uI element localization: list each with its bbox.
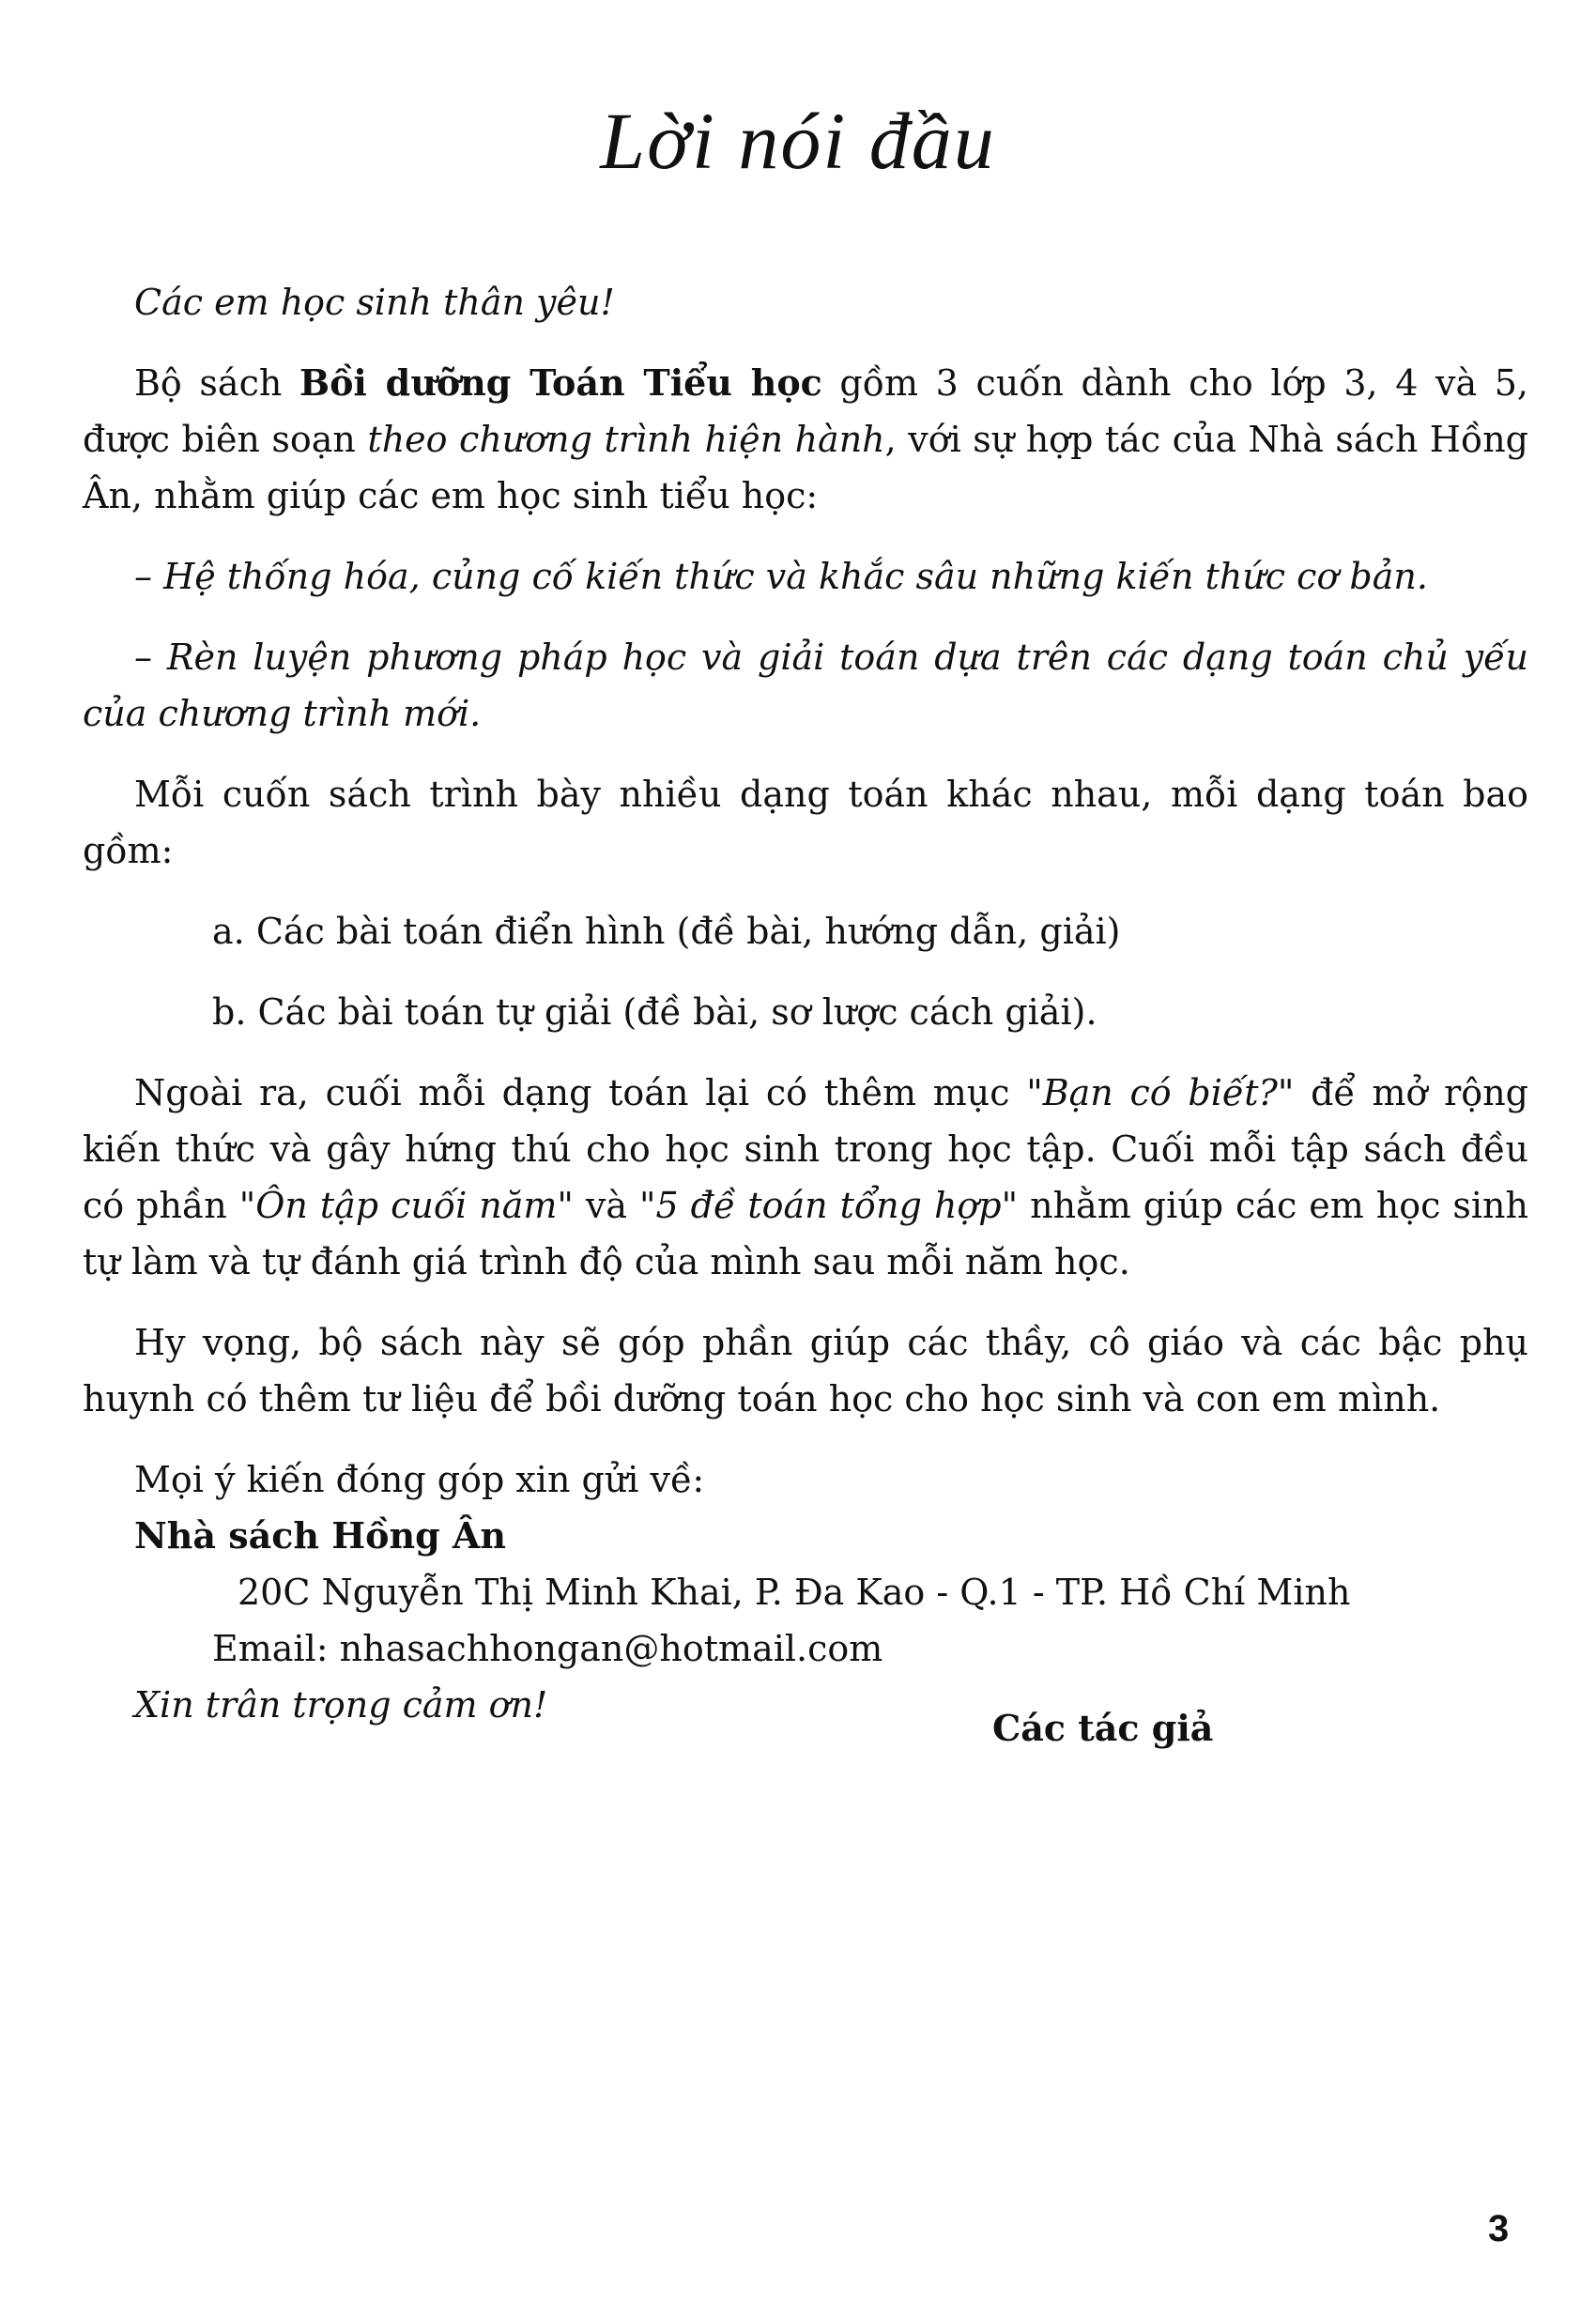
signature: Các tác giả (992, 1707, 1214, 1749)
publisher-name: Nhà sách Hồng Ân (134, 1514, 507, 1557)
curriculum-phrase: theo chương trình hiện hành (367, 419, 885, 460)
extras-text-3: và (573, 1185, 639, 1226)
book-series-title: Bồi dưỡng Toán Tiểu học (299, 361, 822, 404)
intro-text-2: gồm 3 cuốn dành cho lớp 3, 4 và 5, được biên soạn (83, 362, 1528, 460)
thanks-line: Xin trân trọng cảm ơn! (134, 1684, 548, 1726)
section-on-tap: "Ôn tập cuối năm" (238, 1185, 574, 1226)
goal-item-2: – Rèn luyện phương pháp học và giải toán dựa trên các dạng toán chủ yếu của chương trình mới. (83, 637, 1528, 734)
extras-paragraph (83, 1065, 1528, 1290)
intro-paragraph (83, 355, 1528, 524)
intro-text-1: Bộ sách (134, 362, 299, 404)
greeting: Các em học sinh thân yêu! (134, 282, 615, 323)
intro-text-3: , với sự hợp tác của Nhà sách Hồng Ân, nhằm giúp các em học sinh tiểu học: (83, 419, 1528, 516)
structure-item-b: b. Các bài toán tự giải (đề bài, sơ lược cách giải). (212, 991, 1097, 1033)
hope-paragraph: Hy vọng, bộ sách này sẽ góp phần giúp các thầy, cô giáo và các bậc phụ huynh có thêm tư liệu để bồi dưỡng toán học cho học sinh và con em mình. (83, 1322, 1528, 1419)
goal-item-1: – Hệ thống hóa, củng cố kiến thức và khắc sâu những kiến thức cơ bản. (134, 556, 1428, 597)
extras-text-2: để mở rộng kiến thức và gây hứng thú cho học sinh trong học tập. Cuối mỗi tập sách đều có phần (83, 1072, 1528, 1226)
extras-text-4: nhằm giúp các em học sinh tự làm và tự đánh giá trình độ của mình sau mỗi năm học. (83, 1185, 1528, 1282)
contact-prompt: Mọi ý kiến đóng góp xin gửi về: (134, 1459, 705, 1500)
structure-item-a: a. Các bài toán điển hình (đề bài, hướng dẫn, giải) (212, 911, 1121, 952)
section-ban-co-biet: "Bạn có biết?" (1026, 1072, 1295, 1113)
structure-intro: Mỗi cuốn sách trình bày nhiều dạng toán khác nhau, mỗi dạng toán bao gồm: (83, 774, 1528, 871)
page-title: Lời nói đầu (600, 96, 996, 186)
page-number: 3 (1488, 2208, 1510, 2249)
section-de-toan: "5 đề toán tổng hợp" (639, 1185, 1019, 1226)
publisher-address: 20C Nguyễn Thị Minh Khai, P. Đa Kao - Q.1 - TP. Hồ Chí Minh (238, 1572, 1351, 1613)
extras-text-1: Ngoài ra, cuối mỗi dạng toán lại có thêm mục (134, 1072, 1027, 1113)
preface-body (83, 274, 1528, 1733)
publisher-email: Email: nhasachhongan@hotmail.com (212, 1628, 883, 1669)
